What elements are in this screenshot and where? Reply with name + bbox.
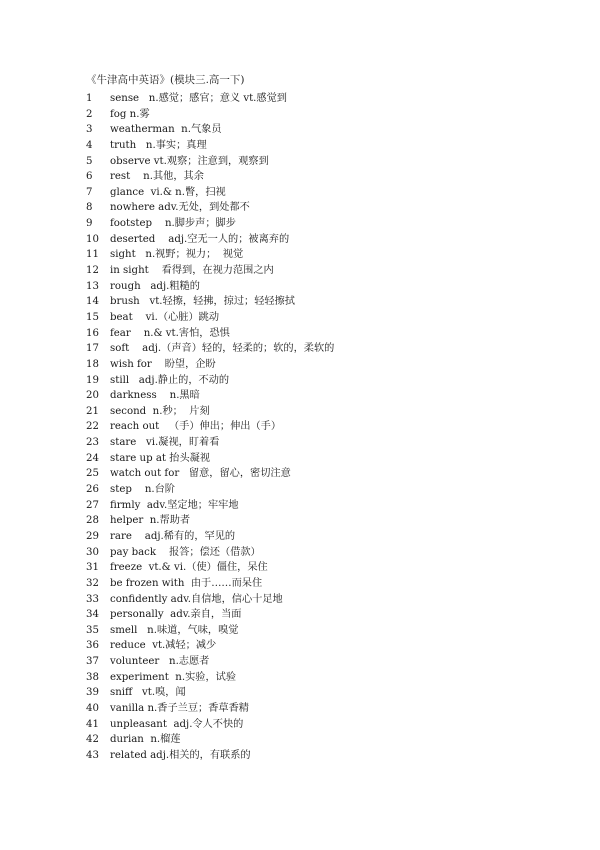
- entry-number: 8: [86, 202, 93, 214]
- vocab-entry: [86, 654, 566, 670]
- entry-number: 22: [86, 421, 99, 433]
- vocab-entry: [86, 717, 566, 733]
- entry-number: 12: [86, 265, 99, 277]
- entry-text: brush vt.轻擦，轻拂，掠过；轻轻擦拭: [110, 296, 295, 308]
- entry-text: stare vi.凝视，盯着看: [110, 437, 220, 449]
- entry-number: 25: [86, 468, 99, 480]
- vocab-entry: [86, 107, 566, 123]
- entry-number: 17: [86, 343, 99, 355]
- entry-text: confidently adv.自信地，信心十足地: [110, 593, 283, 605]
- vocab-entry: [86, 732, 566, 748]
- vocab-entry: [86, 263, 566, 279]
- entry-text: deserted adj.空无一人的；被离弃的: [110, 233, 290, 245]
- entry-text: unpleasant adj.令人不快的: [110, 718, 244, 730]
- vocab-entry: [86, 701, 566, 717]
- entry-number: 19: [86, 374, 99, 386]
- entry-text: experiment n.实验，试验: [110, 671, 237, 683]
- entry-text: nowhere adv.无处，到处都不: [110, 202, 250, 214]
- entry-text: wish for 盼望，企盼: [110, 358, 216, 370]
- vocab-entry: [86, 670, 566, 686]
- vocab-entry: [86, 498, 566, 514]
- entry-number: 38: [86, 671, 99, 683]
- entry-text: rough adj.粗糙的: [110, 280, 200, 292]
- entry-number: 23: [86, 437, 99, 449]
- entry-number: 29: [86, 530, 99, 542]
- document-title: 《牛津高中英语》(模块三.高一下): [86, 74, 245, 86]
- entry-text: reduce vt.减轻；减少: [110, 640, 217, 652]
- vocab-entry: [86, 560, 566, 576]
- entry-number: 15: [86, 311, 99, 323]
- vocab-entry: [86, 748, 566, 764]
- entry-text: pay back 报答；偿还（借款）: [110, 546, 261, 558]
- vocab-entry: [86, 122, 566, 138]
- entry-text: footstep n.脚步声；脚步: [110, 218, 236, 230]
- entry-text: sniff vt.嗅，闻: [110, 687, 186, 699]
- entry-number: 37: [86, 656, 99, 668]
- entry-number: 43: [86, 749, 99, 761]
- entry-text: sight n.视野；视力； 视觉: [110, 249, 244, 261]
- vocab-entry: [86, 419, 566, 435]
- vocab-entry: [86, 404, 566, 420]
- vocab-entry: [86, 294, 566, 310]
- entry-text: second n.秒； 片刻: [110, 405, 210, 417]
- entry-text: sense n.感觉；感官；意义 vt.感觉到: [110, 93, 287, 104]
- entry-text: rest n.其他，其余: [110, 171, 204, 183]
- entry-text: observe vt.观察；注意到，观察到: [110, 155, 269, 167]
- entry-text: fog n.雾: [110, 108, 150, 120]
- entry-number: 14: [86, 296, 99, 308]
- vocab-entry: [86, 529, 566, 545]
- entry-number: 30: [86, 546, 99, 558]
- vocab-entry: [86, 357, 566, 373]
- entry-text: glance vi.& n.瞥，扫视: [110, 186, 226, 198]
- vocab-entry: [86, 341, 566, 357]
- vocab-entry: [86, 154, 566, 170]
- vocab-entry: [86, 592, 566, 608]
- entry-number: 21: [86, 405, 99, 417]
- entry-number: 31: [86, 562, 99, 574]
- entry-text: weatherman n.气象员: [110, 124, 222, 136]
- vocab-entry: [86, 216, 566, 232]
- vocab-list: [86, 91, 566, 764]
- entry-text: watch out for 留意，留心，密切注意: [110, 468, 291, 480]
- entry-text: still adj.静止的，不动的: [110, 374, 230, 386]
- vocab-entry: [86, 451, 566, 467]
- entry-number: 16: [86, 327, 99, 339]
- entry-text: vanilla n.香子兰豆；香草香精: [110, 702, 249, 714]
- entry-number: 36: [86, 640, 99, 652]
- entry-text: smell n.味道，气味，嗅觉: [110, 624, 239, 636]
- entry-number: 20: [86, 390, 99, 402]
- entry-text: personally adv.亲自，当面: [110, 609, 242, 621]
- entry-number: 28: [86, 515, 99, 527]
- entry-text: beat vi.（心脏）跳动: [110, 311, 220, 323]
- entry-text: freeze vt.& vi.（使）僵住，呆住: [110, 562, 268, 574]
- entry-number: 39: [86, 687, 99, 699]
- entry-text: helper n.帮助者: [110, 515, 191, 527]
- entry-number: 10: [86, 233, 99, 245]
- entry-text: rare adj.稀有的，罕见的: [110, 530, 236, 542]
- entry-text: reach out （手）伸出；伸出（手）: [110, 421, 282, 433]
- entry-number: 13: [86, 280, 99, 292]
- vocab-entry: [86, 185, 566, 201]
- entry-number: 40: [86, 702, 99, 714]
- entry-number: 3: [86, 124, 93, 136]
- entry-number: 42: [86, 734, 99, 746]
- entry-number: 27: [86, 499, 99, 511]
- entry-text: darkness n.黑暗: [110, 390, 200, 402]
- vocab-entry: [86, 232, 566, 248]
- entry-text: durian n.榴莲: [110, 734, 181, 746]
- vocab-entry: [86, 435, 566, 451]
- entry-number: 7: [86, 186, 93, 198]
- entry-number: 33: [86, 593, 99, 605]
- vocab-entry: [86, 466, 566, 482]
- entry-text: in sight 看得到，在视力范围之内: [110, 265, 274, 277]
- entry-text: volunteer n.志愿者: [110, 656, 210, 668]
- entry-number: 34: [86, 609, 99, 621]
- entry-text: stare up at 抬头凝视: [110, 452, 211, 464]
- entry-text: fear n.& vt.害怕，恐惧: [110, 327, 230, 339]
- vocab-entry: [86, 685, 566, 701]
- vocab-entry: [86, 623, 566, 639]
- entry-number: 4: [86, 139, 93, 151]
- vocab-entry: [86, 138, 566, 154]
- vocab-entry: [86, 513, 566, 529]
- entry-number: 26: [86, 484, 99, 496]
- vocab-entry: [86, 91, 566, 107]
- entry-number: 35: [86, 624, 99, 636]
- vocab-entry: [86, 169, 566, 185]
- entry-number: 2: [86, 108, 93, 120]
- entry-text: be frozen with 由于……而呆住: [110, 577, 263, 589]
- vocab-entry: [86, 482, 566, 498]
- vocab-entry: [86, 310, 566, 326]
- vocab-entry: [86, 607, 566, 623]
- entry-number: 9: [86, 218, 93, 230]
- entry-number: 24: [86, 452, 99, 464]
- entry-number: 11: [86, 249, 99, 261]
- vocab-entry: [86, 373, 566, 389]
- entry-number: 6: [86, 171, 93, 183]
- entry-text: soft adj.（声音）轻的，轻柔的；软的，柔软的: [110, 343, 335, 355]
- entry-number: 41: [86, 718, 99, 730]
- entry-number: 32: [86, 577, 99, 589]
- vocab-entry: [86, 200, 566, 216]
- vocab-entry: [86, 576, 566, 592]
- entry-text: step n.台阶: [110, 484, 175, 496]
- entry-text: related adj.相关的，有联系的: [110, 749, 251, 761]
- entry-text: truth n.事实；真理: [110, 139, 207, 151]
- entry-text: firmly adv.坚定地；牢牢地: [110, 499, 239, 511]
- entry-number: 1: [86, 93, 93, 104]
- entry-number: 18: [86, 358, 99, 370]
- entry-number: 5: [86, 155, 93, 167]
- vocab-entry: [86, 279, 566, 295]
- vocab-entry: [86, 247, 566, 263]
- vocab-entry: [86, 326, 566, 342]
- vocab-entry: [86, 388, 566, 404]
- vocab-entry: [86, 545, 566, 561]
- vocab-entry: [86, 638, 566, 654]
